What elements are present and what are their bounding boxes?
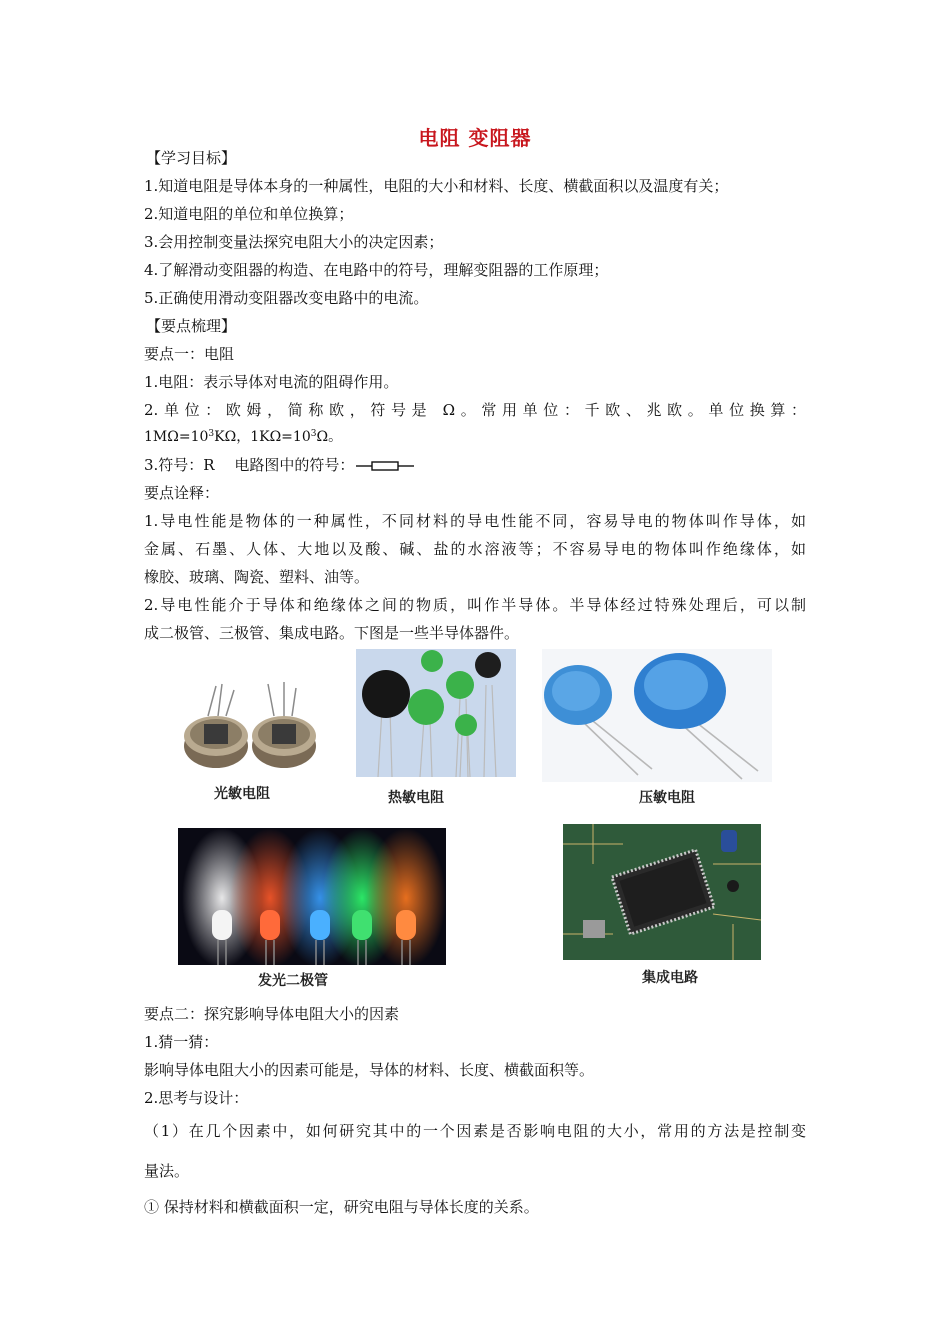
photoresistor-image [172,676,322,776]
resistance-definition: 1.电阻：表示导体对电流的阻碍作用。 [144,373,399,391]
objective-item: 1.知道电阻是导体本身的一种属性，电阻的大小和材料、长度、横截面积以及温度有关； [144,177,729,195]
led-image [178,828,446,965]
device-caption: 光敏电阻 [214,786,270,802]
units-line: 2.单位：欧姆，简称欧，符号是 Ω。常用单位：千欧、兆欧。单位换算： [144,401,806,419]
explain-text: 橡胶、玻璃、陶瓷、塑料、油等。 [144,568,370,586]
device-caption: 压敏电阻 [639,790,695,806]
symbol-line: 3.符号：R 电路图中的符号： [144,455,414,475]
ic-image [563,824,761,960]
keypoints-heading: 【要点梳理】 [146,317,237,335]
objective-item: 4.了解滑动变阻器的构造、在电路中的符号，理解变阻器的工作原理； [144,261,609,279]
point2-heading: 要点二：探究影响导体电阻大小的因素 [144,1005,400,1023]
design-heading: 2.思考与设计： [144,1089,249,1107]
design-text: （1）在几个因素中，如何研究其中的一个因素是否影响电阻的大小，常用的方法是控制变 [144,1122,806,1140]
design-text: 量法。 [144,1162,190,1180]
explain-text: 2.导电性能介于导体和绝缘体之间的物质，叫作半导体。半导体经过特殊处理后，可以制 [144,596,806,614]
objective-item: 2.知道电阻的单位和单位换算； [144,205,354,223]
varistor-image [542,649,772,782]
objective-item: 3.会用控制变量法探究电阻大小的决定因素； [144,233,444,251]
explain-text: 1.导电性能是物体的一种属性，不同材料的导电性能不同，容易导电的物体叫作导体，如 [144,512,806,530]
page-title: 电阻 变阻器 [418,126,532,150]
resistor-symbol-icon [356,459,414,473]
device-caption: 热敏电阻 [388,790,444,806]
explain-heading: 要点诠释： [144,484,220,502]
explain-text: 金属、石墨、人体、大地以及酸、碱、盐的水溶液等；不容易导电的物体叫作绝缘体，如 [144,540,806,558]
unit-conversion: $1M\Omega=10^3K\Omega$，$1K\Omega=10^3\Omega$。 [144,429,343,445]
objectives-heading: 【学习目标】 [146,149,237,167]
explain-text: 成二极管、三极管、集成电路。下图是一些半导体器件。 [144,624,520,642]
guess-heading: 1.猜一猜： [144,1033,219,1051]
device-caption: 集成电路 [642,970,698,986]
guess-text: 影响导体电阻大小的因素可能是，导体的材料、长度、横截面积等。 [144,1061,595,1079]
thermistor-image [356,649,516,777]
point1-heading: 要点一：电阻 [144,345,235,363]
design-item: ① 保持材料和横截面积一定，研究电阻与导体长度的关系。 [144,1198,539,1216]
device-caption: 发光二极管 [258,973,328,989]
objective-item: 5.正确使用滑动变阻器改变电路中的电流。 [144,289,429,307]
